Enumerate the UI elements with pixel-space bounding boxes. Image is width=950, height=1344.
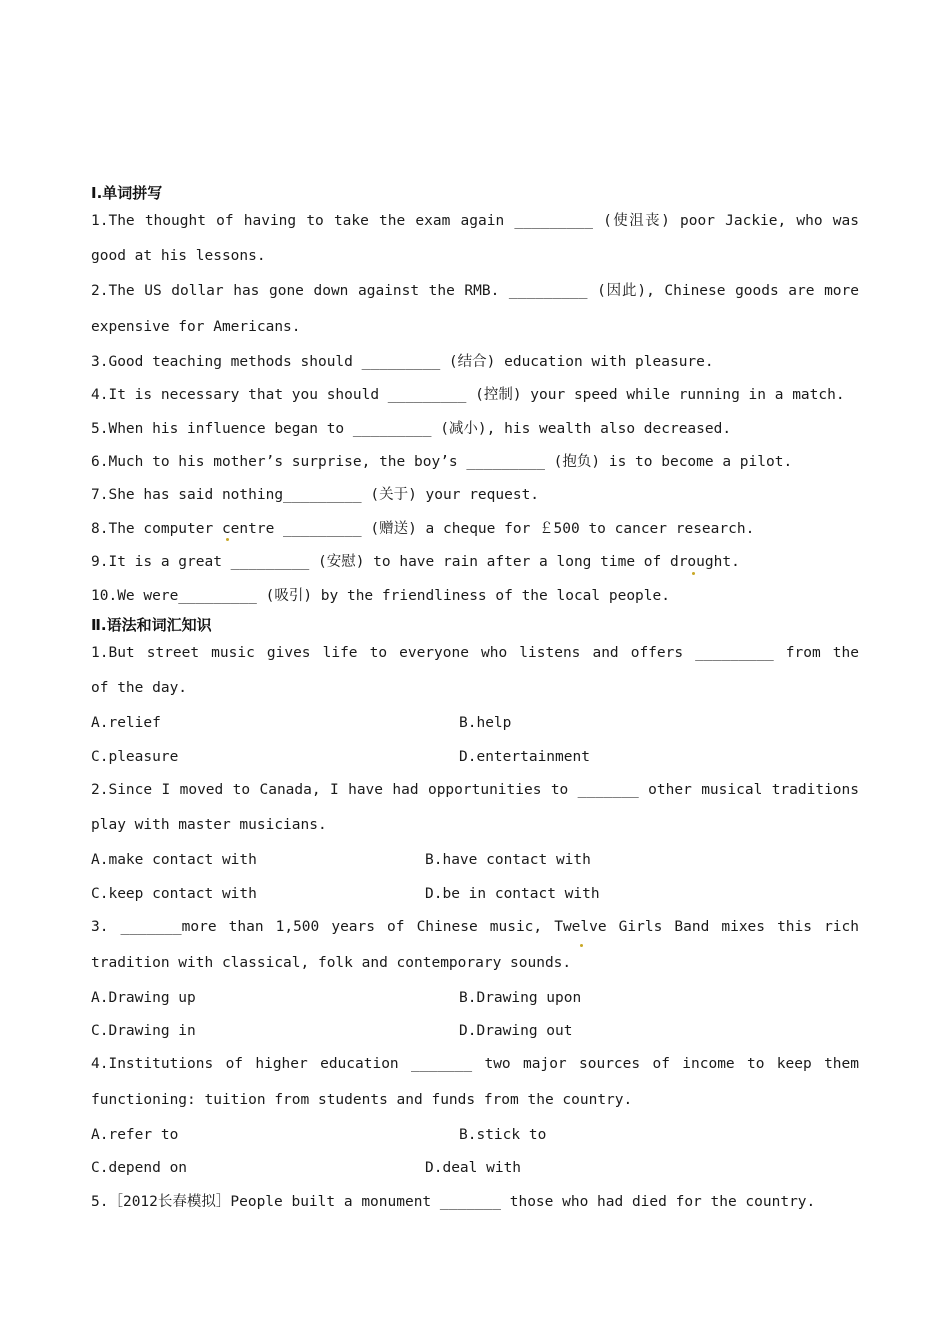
exercise-content	[91, 181, 859, 1219]
question-3: 3. _______more than 1,500 years of Chinese music, Twelve Girls Band mixes this rich	[91, 919, 859, 936]
question-5: 5.［2012长春模拟］People built a monument _______ those who had died for the country.	[91, 1193, 816, 1210]
spelling-item-5: 5.When his influence began to _________ (减小), his wealth also decreased.	[91, 420, 732, 437]
scan-dot-mark	[226, 538, 229, 541]
scan-dot-mark	[580, 944, 583, 947]
option-a[interactable]: A.refer to	[91, 1126, 179, 1143]
spelling-item-9: 9.It is a great _________ (安慰) to have rain after a long time of drought.	[91, 554, 740, 571]
spelling-item-1: 1.The thought of having to take the exam again _________ (使沮丧) poor Jackie, who was	[91, 213, 859, 229]
question-1-options-row-2	[91, 741, 859, 774]
question-2-options-row-1	[91, 844, 859, 877]
option-d[interactable]: D.entertainment	[459, 748, 590, 765]
question-1: 1.But street music gives life to everyone who listens and offers _________ from the	[91, 644, 859, 661]
question-2-options-row-2	[91, 878, 859, 911]
section-title-grammar: Ⅱ.语法和词汇知识	[91, 615, 212, 634]
question-3-options-row-2	[91, 1015, 859, 1048]
option-b[interactable]: B.stick to	[459, 1126, 547, 1143]
spelling-item-2-continued: expensive for Americans.	[91, 318, 301, 335]
option-a[interactable]: A.relief	[91, 715, 161, 732]
spelling-item-10: 10.We were_________ (吸引) by the friendliness of the local people.	[91, 587, 670, 604]
option-d[interactable]: D.be in contact with	[425, 885, 600, 902]
question-4-options-row-1	[91, 1119, 859, 1152]
spelling-item-7: 7.She has said nothing_________ (关于) your request.	[91, 487, 540, 504]
question-1-continued: of the day.	[91, 680, 188, 697]
option-c[interactable]: C.keep contact with	[91, 885, 257, 902]
question-2-continued: play with master musicians.	[91, 817, 327, 834]
question-3-continued: tradition with classical, folk and contemporary sounds.	[91, 954, 572, 971]
option-b[interactable]: B.Drawing upon	[459, 989, 582, 1006]
question-4: 4.Institutions of higher education _______ two major sources of income to keep them	[91, 1056, 859, 1073]
spelling-item-2: 2.The US dollar has gone down against the RMB. _________ (因此), Chinese goods are more	[91, 283, 859, 300]
question-4-continued: functioning: tuition from students and funds from the country.	[91, 1091, 633, 1108]
question-4-options-row-2	[91, 1152, 859, 1185]
spelling-item-3: 3.Good teaching methods should _________ (结合) education with pleasure.	[91, 353, 714, 370]
spelling-item-4: 4.It is necessary that you should _________ (控制) your speed while running in a match.	[91, 387, 845, 404]
option-d[interactable]: D.Drawing out	[459, 1023, 573, 1040]
question-3-options-row-1	[91, 982, 859, 1015]
option-b[interactable]: B.have contact with	[425, 852, 591, 869]
section-title-spelling: Ⅰ.单词拼写	[91, 184, 163, 202]
option-c[interactable]: C.pleasure	[91, 748, 179, 765]
question-1-options-row-1	[91, 707, 859, 740]
question-2: 2.Since I moved to Canada, I have had opportunities to _______ other musical traditions	[91, 782, 859, 799]
option-d[interactable]: D.deal with	[425, 1160, 522, 1177]
spelling-item-8: 8.The computer centre _________ (赠送) a cheque for ￡500 to cancer research.	[91, 520, 755, 537]
option-c[interactable]: C.Drawing in	[91, 1023, 196, 1040]
option-a[interactable]: A.make contact with	[91, 852, 257, 869]
option-a[interactable]: A.Drawing up	[91, 989, 196, 1006]
spelling-item-6: 6.Much to his mother’s surprise, the boy’s _________ (抱负) is to become a pilot.	[91, 453, 793, 470]
option-b[interactable]: B.help	[459, 715, 512, 732]
spelling-item-1-continued: good at his lessons.	[91, 248, 266, 265]
option-c[interactable]: C.depend on	[91, 1160, 188, 1177]
scan-dot-mark	[692, 572, 695, 575]
